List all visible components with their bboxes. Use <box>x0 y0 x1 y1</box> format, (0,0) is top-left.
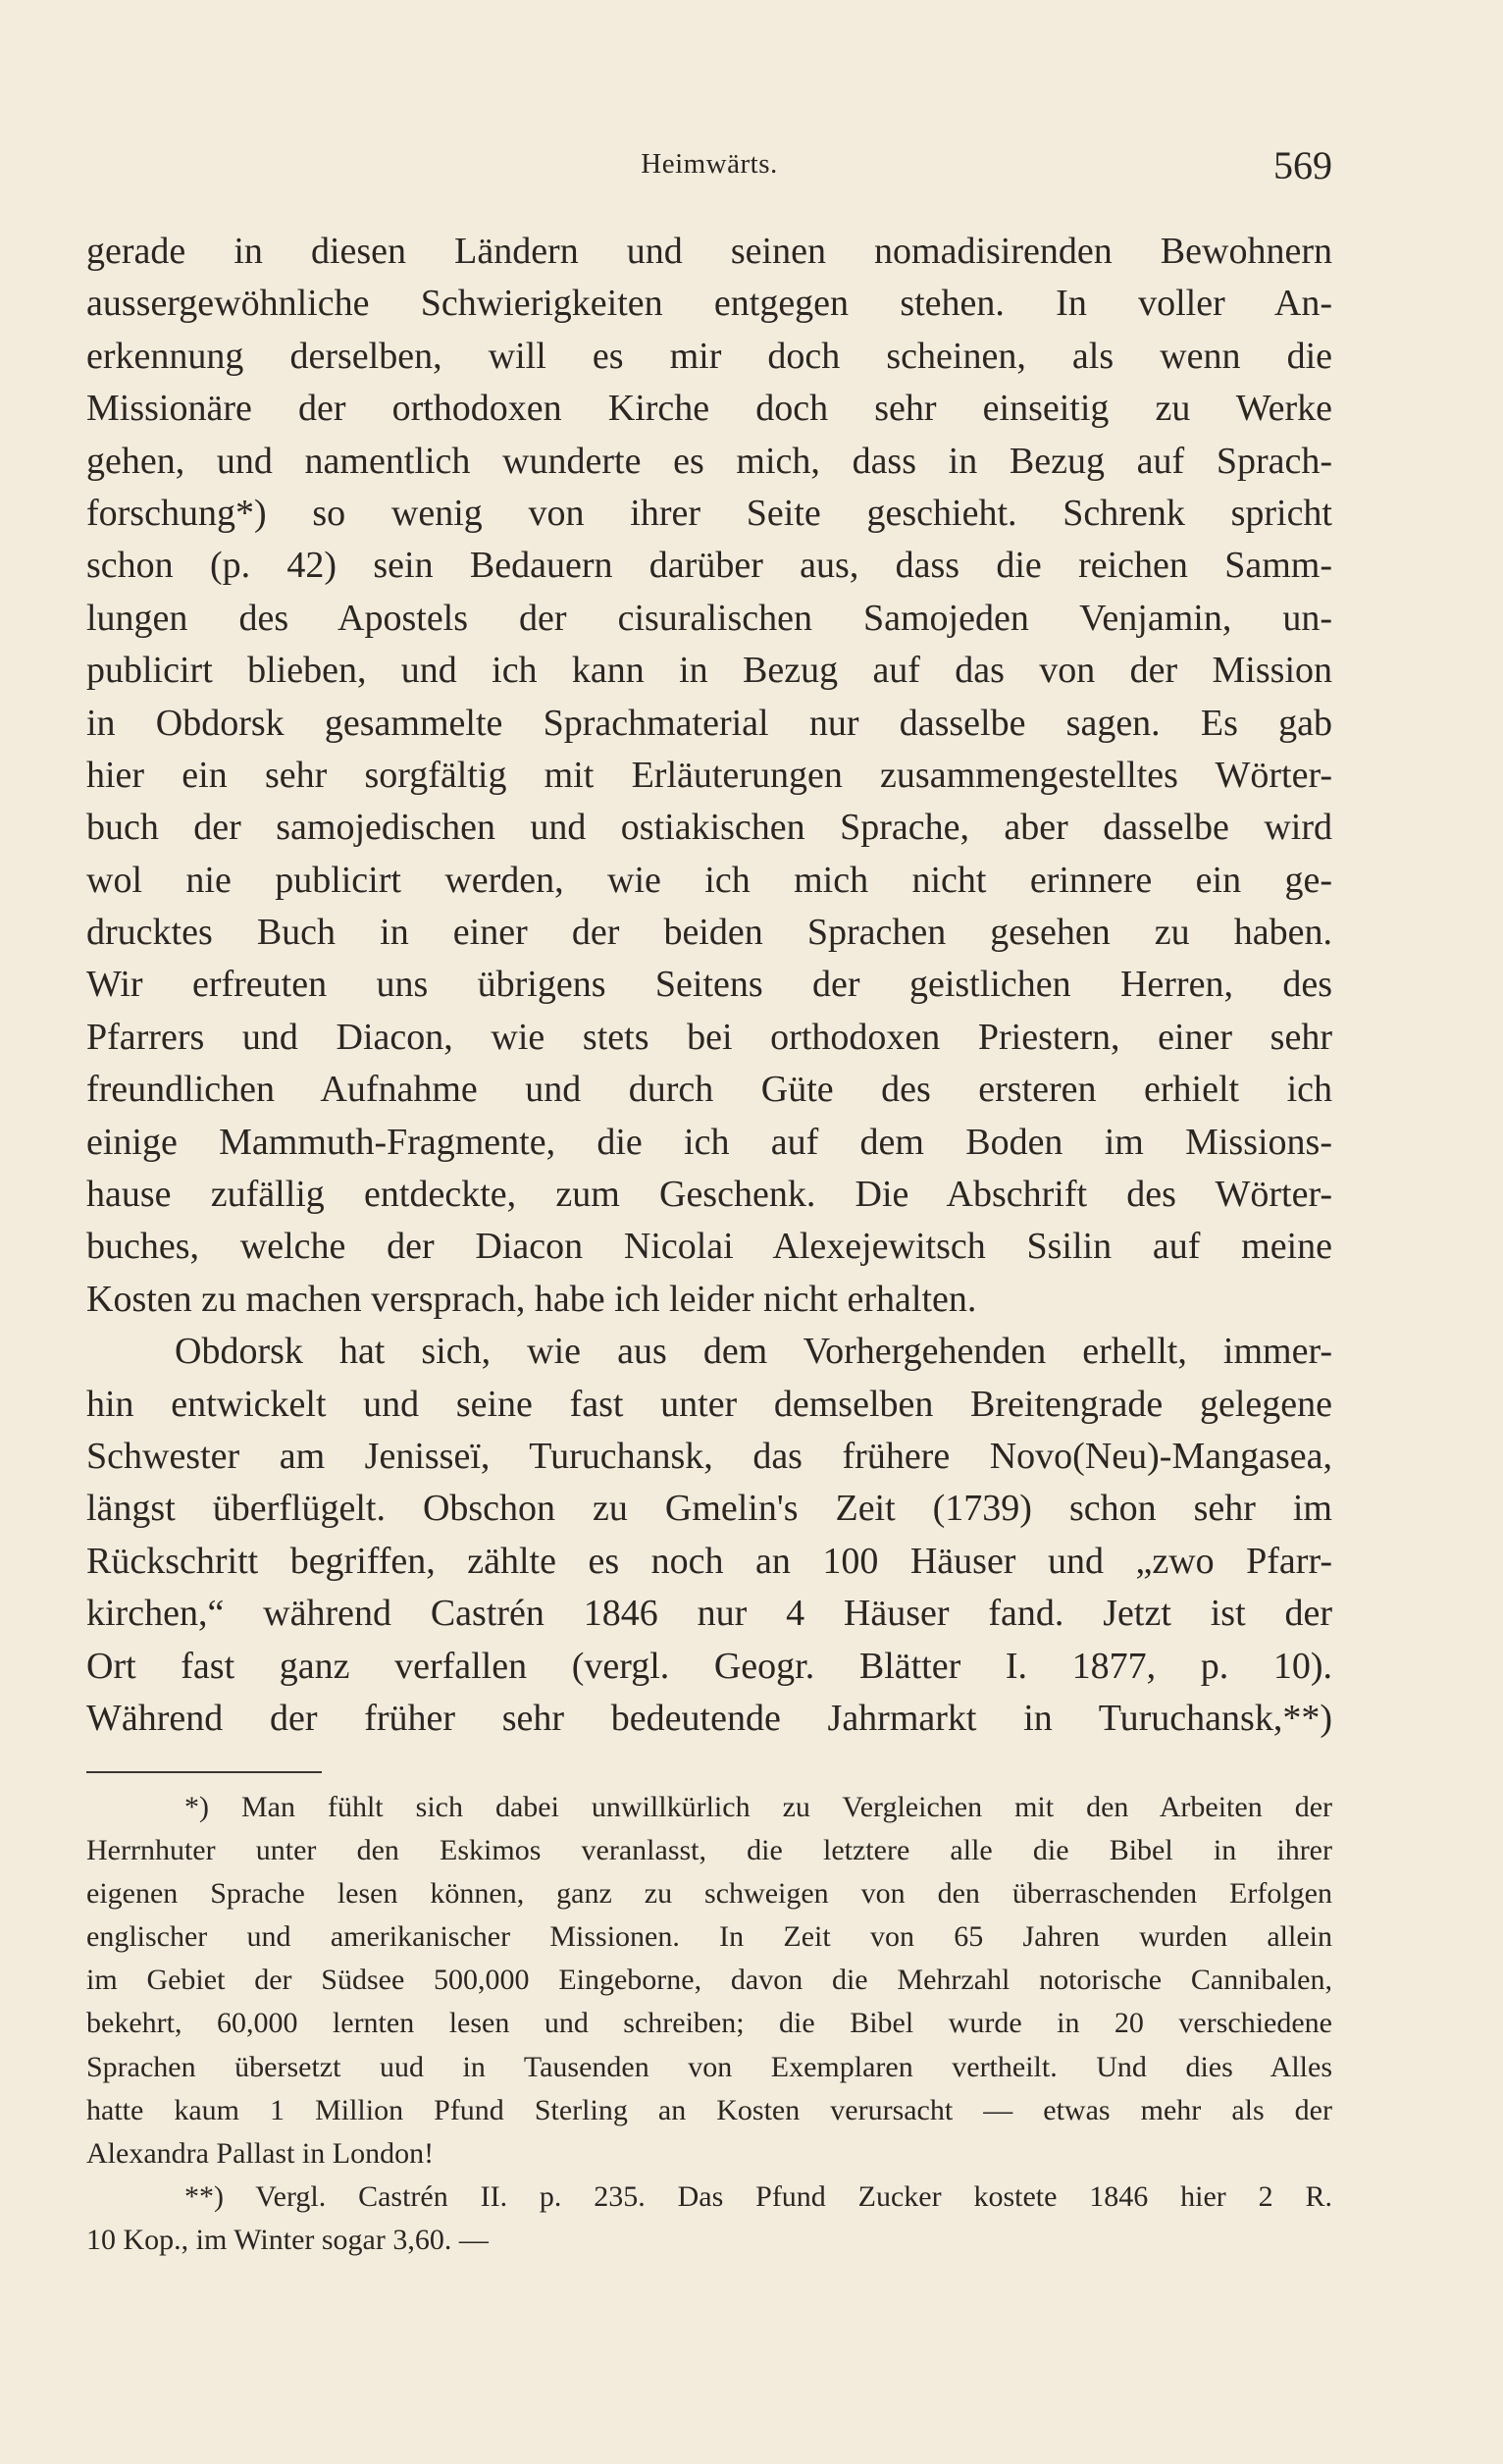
footnote-line: bekehrt, 60,000 lernten lesen und schreiben; die Bibel wurde in 20 verschiedene <box>86 2007 1332 2040</box>
text-line: erkennung derselben, will es mir doch scheinen, als wenn die <box>86 335 1332 377</box>
footnote-line: *) Man fühlt sich dabei unwillkürlich zu Vergleichen mit den Arbeiten der <box>184 1791 1332 1823</box>
footnote-line: Alexandra Pallast in London! <box>86 2136 435 2170</box>
text-line: Pfarrers und Diacon, wie stets bei orthodoxen Priestern, einer sehr <box>86 1016 1332 1058</box>
text-line: Während der früher sehr bedeutende Jahrmarkt in Turuchansk,**) <box>86 1697 1332 1739</box>
text-line: kirchen,“ während Castrén 1846 nur 4 Häuser fand. Jetzt ist der <box>86 1593 1332 1635</box>
text-line: in Obdorsk gesammelte Sprachmaterial nur dasselbe sagen. Es gab <box>86 702 1332 744</box>
footnote-line: Sprachen übersetzt uud in Tausenden von Exemplaren vertheilt. Und dies Alles <box>86 2050 1332 2083</box>
running-head: Heimwärts. <box>641 148 778 180</box>
text-line: lungen des Apostels der cisuralischen Samojeden Venjamin, un- <box>86 597 1332 639</box>
page-header <box>86 142 1332 191</box>
page-number: 569 <box>1273 143 1332 187</box>
text-line: hause zufällig entdeckte, zum Geschenk. Die Abschrift des Wörter- <box>86 1174 1332 1216</box>
text-line: Missionäre der orthodoxen Kirche doch sehr einseitig zu Werke <box>86 388 1332 430</box>
footnote-line: 10 Kop., im Winter sogar 3,60. — <box>86 2223 489 2256</box>
text-line: publicirt blieben, und ich kann in Bezug auf das von der Mission <box>86 650 1332 692</box>
footnote-line: **) Vergl. Castrén II. p. 235. Das Pfund Zucker kostete 1846 hier 2 R. <box>184 2179 1332 2213</box>
text-line: aussergewöhnliche Schwierigkeiten entgegen stehen. In voller An- <box>86 283 1332 325</box>
text-line: Ort fast ganz verfallen (vergl. Geogr. Blätter I. 1877, p. 10). <box>86 1645 1332 1687</box>
text-line: Obdorsk hat sich, wie aus dem Vorhergehenden erhellt, immer- <box>175 1331 1332 1373</box>
text-line: gerade in diesen Ländern und seinen nomadisirenden Bewohnern <box>86 231 1332 272</box>
text-line: buch der samojedischen und ostiakischen Sprache, aber dasselbe wird <box>86 807 1332 849</box>
text-line: forschung*) so wenig von ihrer Seite geschieht. Schrenk spricht <box>86 492 1332 534</box>
text-line: schon (p. 42) sein Bedauern darüber aus, dass die reichen Samm- <box>86 545 1332 587</box>
footnote-line: hatte kaum 1 Million Pfund Sterling an Kosten verursacht — etwas mehr als der <box>86 2093 1332 2126</box>
text-line: hin entwickelt und seine fast unter demselben Breitengrade gelegene <box>86 1383 1332 1425</box>
text-line: gehen, und namentlich wunderte es mich, dass in Bezug auf Sprach- <box>86 440 1332 482</box>
text-line: Kosten zu machen versprach, habe ich leider nicht erhalten. <box>86 1278 977 1320</box>
footnotes <box>86 1786 1332 2262</box>
text-line: wol nie publicirt werden, wie ich mich nicht erinnere ein ge- <box>86 859 1332 901</box>
text-line: Wir erfreuten uns übrigens Seitens der geistlichen Herren, des <box>86 964 1332 1006</box>
text-line: hier ein sehr sorgfältig mit Erläuterungen zusammengestelltes Wörter- <box>86 754 1332 796</box>
footnote-divider <box>86 1771 322 1773</box>
text-line: einige Mammuth-Fragmente, die ich auf dem Boden im Missions- <box>86 1121 1332 1163</box>
footnote-line: eigenen Sprache lesen können, ganz zu schweigen von den überraschenden Erfolgen <box>86 1877 1332 1911</box>
text-line: längst überflügelt. Obschon zu Gmelin's Zeit (1739) schon sehr im <box>86 1488 1332 1530</box>
footnote-line: im Gebiet der Südsee 500,000 Eingeborne, davon die Mehrzahl notorische Cannibalen, <box>86 1964 1332 1997</box>
text-line: Rückschritt begriffen, zählte es noch an 100 Häuser und „zwo Pfarr- <box>86 1540 1332 1582</box>
main-text <box>86 226 1332 1745</box>
text-line: Schwester am Jenisseï, Turuchansk, das frühere Novo(Neu)-Mangasea, <box>86 1435 1332 1477</box>
text-line: freundlichen Aufnahme und durch Güte des ersteren erhielt ich <box>86 1069 1332 1111</box>
text-line: buches, welche der Diacon Nicolai Alexejewitsch Ssilin auf meine <box>86 1226 1332 1268</box>
text-line: drucktes Buch in einer der beiden Sprachen gesehen zu haben. <box>86 912 1332 954</box>
footnote-line: englischer und amerikanischer Missionen. In Zeit von 65 Jahren wurden allein <box>86 1920 1332 1954</box>
footnote-line: Herrnhuter unter den Eskimos veranlasst, die letztere alle die Bibel in ihrer <box>86 1834 1332 1867</box>
